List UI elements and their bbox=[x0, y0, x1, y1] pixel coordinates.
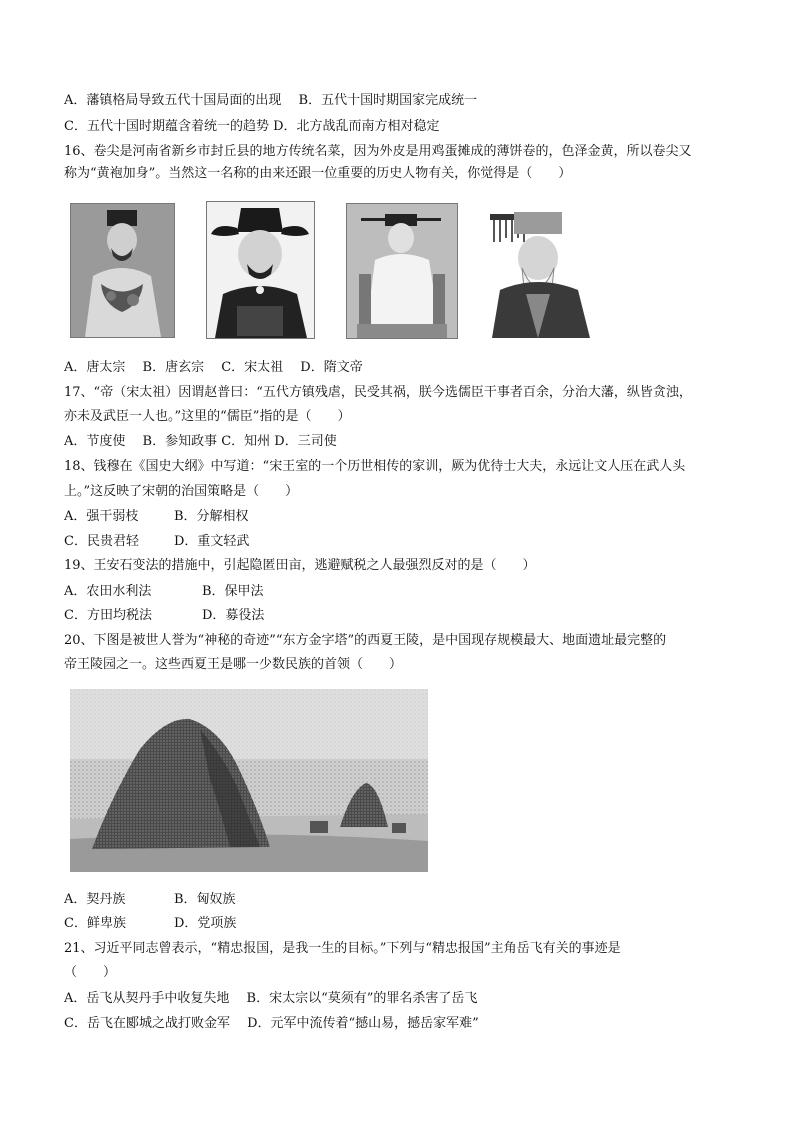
q18-options-cd bbox=[64, 533, 249, 551]
q20-stem-line1: 20、下图是被世人誉为“神秘的奇迹”“东方金字塔”的西夏王陵，是中国现存规模最大、地面遗址最完整的 bbox=[64, 633, 667, 648]
q18-stem-line1: 18、钱穆在《国史大纲》中写道：“宋王室的一个历世相传的家训，厥为优待士大夫，永远让文人压在武人头 bbox=[64, 459, 686, 474]
q19-option-b: B．保甲法 bbox=[202, 584, 264, 599]
q18-option-c: C．民贵君轻 bbox=[64, 534, 139, 549]
q18-option-a: A．强干弱枝 bbox=[64, 509, 139, 524]
portrait-tang-xuanzong-image bbox=[206, 201, 315, 339]
western-xia-tombs-image bbox=[70, 689, 428, 872]
q21-options-cd: C．岳飞在郾城之战打败金军 D．元军中流传着“撼山易，撼岳家军难” bbox=[64, 1016, 479, 1031]
q20-options-ab bbox=[64, 891, 236, 909]
portrait-tang-taizong-image bbox=[70, 203, 175, 338]
q19-options-cd bbox=[64, 607, 264, 625]
q16-stem-line1: 16、卷尖是河南省新乡市封丘县的地方传统名菜，因为外皮是用鸡蛋摊成的薄饼卷的，色泽金黄，所以卷尖又 bbox=[64, 144, 692, 159]
q20-option-a: A．契丹族 bbox=[64, 892, 126, 907]
q15-options-cd: C．五代十国时期蕴含着统一的趋势 D．北方战乱而南方相对稳定 bbox=[64, 119, 440, 134]
portrait-song-taizu-image bbox=[346, 203, 458, 339]
q17-options: A．节度使 B．参知政事 C．知州 D．三司使 bbox=[64, 434, 337, 449]
q20-option-d: D．党项族 bbox=[174, 916, 237, 931]
q21-stem-line2: （ ） bbox=[64, 965, 117, 980]
q21-stem-line1: 21、习近平同志曾表示，“精忠报国，是我一生的目标。”下列与“精忠报国”主角岳飞有关的事迹是 bbox=[64, 941, 621, 956]
q18-stem-line2: 上。”这反映了宋朝的治国策略是（ ） bbox=[64, 484, 299, 499]
q16-options: A．唐太宗 B．唐玄宗 C．宋太祖 D．隋文帝 bbox=[64, 360, 363, 375]
q20-option-b: B．匈奴族 bbox=[174, 892, 236, 907]
q17-stem-line1: 17、“帝（宋太祖）因谓赵普曰：“五代方镇残虐，民受其祸，朕今选儒臣干事者百余，分治大藩，纵皆贪浊， bbox=[64, 385, 692, 400]
q19-stem: 19、王安石变法的措施中，引起隐匿田亩，逃避赋税之人最强烈反对的是（ ） bbox=[64, 558, 536, 573]
q20-options-cd bbox=[64, 915, 236, 933]
portrait-sui-wendi-image bbox=[486, 208, 596, 338]
q19-option-d: D．募役法 bbox=[202, 608, 265, 623]
q18-options-ab bbox=[64, 508, 249, 526]
q20-stem-line2: 帝王陵园之一。这些西夏王是哪一少数民族的首领（ ） bbox=[64, 657, 403, 672]
q21-options-ab: A．岳飞从契丹手中收复失地 B．宋太宗以“莫须有”的罪名杀害了岳飞 bbox=[64, 991, 478, 1006]
q17-stem-line2: 亦未及武臣一人也。”这里的“儒臣”指的是（ ） bbox=[64, 409, 351, 424]
q19-options-ab bbox=[64, 583, 264, 601]
q18-option-d: D．重文轻武 bbox=[174, 534, 250, 549]
q16-stem-line2: 称为“黄袍加身”。当然这一名称的由来还跟一位重要的历史人物有关，你觉得是（ ） bbox=[64, 166, 572, 181]
q20-option-c: C．鲜卑族 bbox=[64, 916, 126, 931]
q18-option-b: B．分解相权 bbox=[174, 509, 249, 524]
q19-option-c: C．方田均税法 bbox=[64, 608, 152, 623]
q15-options-ab: A．藩镇格局导致五代十国局面的出现 B．五代十国时期国家完成统一 bbox=[64, 93, 478, 108]
q19-option-a: A．农田水利法 bbox=[64, 584, 152, 599]
